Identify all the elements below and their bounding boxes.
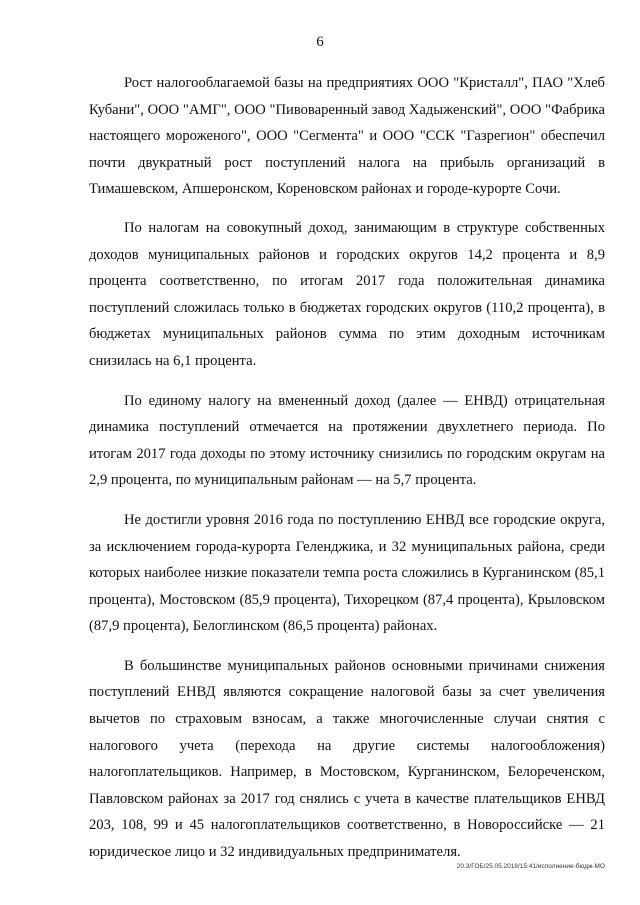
paragraph-envd-underperformers: Не достигли уровня 2016 года по поступлению ЕНВД все городские округа, за исключением города-курорта Геленджика, и 32 муниципальных района, среди которых наиболее низкие показатели темпа роста сложились в Курганинском (85,1 процента), Мостовском (85,9 процента), Тихорецком (87,4 процента), Крыловском (87,9 процента), Белоглинском (86,5 процента) районах. bbox=[89, 511, 605, 635]
paragraph-envd-decline-reasons: В большинстве муниципальных районов основными причинами снижения поступлений ЕНВД являются сокращение налоговой базы за счет увеличения вычетов по страховым взносам, а также многочисленные случаи снятия с налогового учета (перехода на другие системы налогообложения) налогоплательщиков. Например, в Мостовском, Курганинском, Белореченском, Павловском районах за 2017 год снялись с учета в качестве плательщиков ЕНВД 203, 108, 99 и 45 налогоплательщиков соответственно, в Новороссийске — 21 юридическое лицо и 32 индивидуальных предпринимателя. bbox=[89, 657, 605, 861]
page-number: 6 bbox=[316, 34, 324, 50]
paragraph-profit-tax-growth: Рост налогооблагаемой базы на предприятиях ООО "Кристалл", ПАО "Хлеб Кубани", ООО "АМГ", ООО "Пивоваренный завод Хадыженский", ООО "Фабрика настоящего мороженого", ООО "Сегмента" и ООО "ССК "Газрегион" обеспечил почти двукратный рост поступлений налога на прибыль организаций в Тимашевском, Апшеронском, Кореновском районах и городе-курорте Сочи. bbox=[89, 75, 605, 198]
document-body bbox=[89, 70, 605, 879]
paragraph-aggregate-income-taxes: По налогам на совокупный доход, занимающим в структуре собственных доходов муниципальных районов и городских округов 14,2 процента и 8,9 процента соответственно, по итогам 2017 года положительная динамика поступлений сложилась только в бюджетах городских округов (110,2 процента), в бюджетах муниципальных районов сумма по этим доходным источникам снизилась на 6,1 процента. bbox=[89, 219, 605, 369]
footer-file-reference: 20.3/ГОБ/25.05.2018/15:41/исполнение-бюдж-МО bbox=[456, 863, 605, 870]
paragraph-envd-dynamics: По единому налогу на вмененный доход (далее — ЕНВД) отрицательная динамика поступлений отмечается на протяжении двухлетнего периода. По итогам 2017 года доходы по этому источнику снизились по городским округам на 2,9 процента, по муниципальным районам — на 5,7 процента. bbox=[89, 392, 605, 489]
